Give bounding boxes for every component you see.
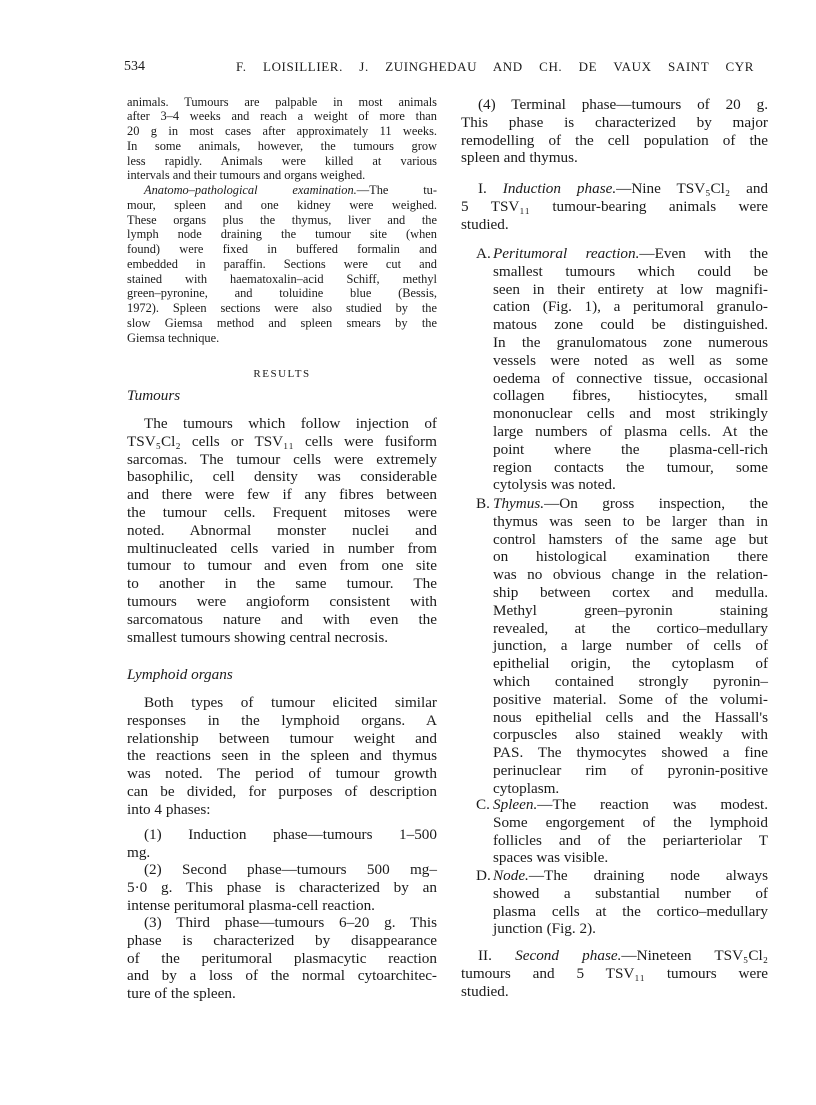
text-line: perinuclear rim of pyronin-positive (493, 761, 768, 779)
text-line: mononuclear cells and most strikingly (493, 405, 768, 423)
text-line: Both types of tumour elicited similar (144, 694, 437, 711)
text-line: TSV₅Cl₂ cells or TSV₁₁ cells were fusiform (127, 432, 437, 450)
text-line: follicles and of the periarteriolar T (493, 831, 768, 849)
spleen-item (461, 796, 768, 867)
italic-run: Second phase. (515, 947, 622, 964)
text-line: control hamsters of the same age but (493, 530, 768, 548)
text-line: multinucleated cells varied in number from (127, 539, 437, 557)
text-line: tumours and 5 TSV₁₁ tumours were (461, 964, 768, 982)
methods-paragraph-2 (127, 183, 437, 345)
text-line: studied. (461, 982, 509, 1000)
lymphoid-organs-heading: Lymphoid organs (127, 666, 233, 683)
text-line: cation (Fig. 1), a peritumoral granulo- (493, 298, 768, 316)
text-line: (3) Third phase—tumours 6–20 g. This (144, 914, 437, 931)
phase-2-item (127, 861, 437, 914)
text-line: studied. (461, 215, 509, 233)
peritumoral-reaction-item (461, 245, 768, 494)
text-line: of the peritumoral plasmacytic reaction (127, 949, 437, 967)
text-line: less rapidly. Animals were killed at various (127, 153, 437, 168)
text-line: to another in the same tumour. The (127, 575, 437, 593)
text-line: seen in their entirety at low magnifi- (493, 280, 768, 298)
text-line: embedded in paraffin. Sections were cut and (127, 256, 437, 271)
text-line: mg. (127, 843, 151, 861)
text-line: ship between cortex and medulla. (493, 583, 768, 601)
text-line: matous zone could be distinguished. (493, 316, 768, 334)
text-line: revealed, at the cortico–medullary (493, 619, 768, 637)
text-line: In some animals, however, the tumours grow (127, 138, 437, 153)
text-line: epithelial origin, the cytoplasm of (493, 655, 768, 673)
text-line: basophilic, cell density was considerable (127, 468, 437, 486)
text-line: mour, spleen and one kidney were weighed. (127, 197, 437, 212)
induction-phase-paragraph (461, 180, 768, 233)
text-line: cytoplasm. (493, 779, 560, 797)
text-line: point where the plasma-cell-rich (493, 440, 768, 458)
text-line: corpuscles also stained weakly with (493, 726, 768, 744)
italic-run: Spleen. (493, 796, 538, 813)
text-line: These organs plus the thymus, liver and the (127, 212, 437, 227)
text-line: (4) Terminal phase—tumours of 20 g. (478, 96, 768, 113)
text-line: intervals and their tumours and organs weighed. (127, 168, 366, 183)
phase-1-item (127, 826, 437, 862)
text-line: tumours were angioform consistent with (127, 592, 437, 610)
text-line: intense peritumoral plasma-cell reaction. (127, 896, 375, 914)
text-line: vessels were noted as well as some (493, 351, 768, 369)
text-line: Giemsa technique. (127, 330, 220, 345)
text-line: This phase is characterized by major (461, 113, 768, 131)
text-line: II. Second phase.—Nineteen TSV₅Cl₂ (478, 947, 768, 964)
text-line: positive material. Some of the volumi- (493, 690, 768, 708)
text-line: C. Spleen.—The reaction was modest. (476, 796, 768, 813)
text-line: sarcomas. The tumour cells were extremely (127, 450, 437, 468)
text-line: ture of the spleen. (127, 985, 236, 1003)
thymus-item (461, 495, 768, 798)
italic-run: Anatomo–pathological examination. (144, 183, 357, 198)
text-line: stained with haematoxalin–acid Schiff, methyl (127, 271, 437, 286)
text-line: region contacts the tumour, some (493, 458, 768, 476)
text-line: showed a substantial number of (493, 884, 768, 902)
text-line: smallest tumours which could be (493, 262, 768, 280)
text-line: tumour to tumour and even from one site (127, 557, 437, 575)
text-line: I. Induction phase.—Nine TSV₅Cl₂ and (478, 180, 769, 197)
text-line: spaces was visible. (493, 849, 609, 867)
italic-run: Thymus. (493, 495, 545, 512)
italic-run: Peritumoral reaction. (493, 245, 640, 262)
text-line: can be divided, for purposes of description (127, 782, 437, 800)
results-heading: RESULTS (253, 368, 311, 380)
text-line: spleen and thymus. (461, 149, 578, 167)
text-line: Anatomo–pathological examination.—The tu- (144, 183, 437, 198)
lymphoid-paragraph (127, 694, 437, 819)
text-line: Methyl green–pyronin staining (493, 601, 768, 619)
text-line: D. Node.—The draining node always (476, 867, 768, 884)
phase-3-item (127, 914, 437, 1003)
text-line: nous epithelial cells and the Hassall's (493, 708, 768, 726)
text-line: plasma cells at the cortico–medullary (493, 902, 768, 920)
text-line: phase is characterized by disappearance (127, 931, 437, 949)
item-label: D. (476, 867, 491, 884)
text-line: thymus was seen to be larger than in (493, 512, 768, 530)
text-line: after 3–4 weeks and reach a weight of more than (127, 109, 437, 124)
methods-paragraph-1 (127, 95, 437, 184)
text-line: (2) Second phase—tumours 500 mg– (144, 861, 437, 878)
text-line: junction, a large number of cells of (493, 637, 768, 655)
node-item (461, 867, 768, 938)
text-line: found) were fixed in buffered formalin and (127, 242, 437, 257)
page-number: 534 (124, 59, 145, 74)
text-line: The tumours which follow injection of (144, 415, 437, 432)
text-line: noted. Abnormal monster nuclei and (127, 521, 437, 539)
text-line: lymph node draining the tumour site (when (127, 227, 437, 242)
text-line: collagen fibres, histiocytes, small (493, 387, 768, 405)
text-line: slow Giemsa method and spleen smears by the (127, 315, 437, 330)
text-line: 20 g in most cases after approximately 11 weeks. (127, 124, 437, 139)
item-label: C. (476, 796, 490, 813)
text-line: B. Thymus.—On gross inspection, the (476, 495, 768, 512)
text-line: and there were few if any fibres between (127, 486, 437, 504)
text-line: oedema of connective tissue, occasional (493, 369, 768, 387)
text-line: responses in the lymphoid organs. A (127, 711, 437, 729)
text-line: the tumour cells. Frequent mitoses were (127, 503, 437, 521)
italic-run: Induction phase. (502, 180, 617, 197)
second-phase-paragraph (461, 947, 768, 1000)
text-line: which contained strongly pyronin– (493, 672, 768, 690)
text-line: into 4 phases: (127, 800, 211, 818)
italic-run: Node. (493, 867, 529, 884)
text-line: Some engorgement of the lymphoid (493, 813, 768, 831)
text-line: 5·0 g. This phase is characterized by an (127, 878, 437, 896)
text-line: PAS. The thymocytes showed a fine (493, 744, 768, 762)
text-line: 5 TSV₁₁ tumour-bearing animals were (461, 197, 768, 215)
phase-4-item (461, 96, 768, 167)
tumours-paragraph (127, 415, 437, 646)
text-line: In the granulomatous zone numerous (493, 333, 768, 351)
text-line: and by a loss of the normal cytoarchitec- (127, 967, 437, 985)
running-title: F. LOISILLIER. J. ZUINGHEDAU AND CH. DE VAUX SAINT CYR (236, 59, 754, 74)
text-line: animals. Tumours are palpable in most animals (127, 94, 437, 109)
text-line: was no obvious change in the relation- (493, 566, 768, 584)
text-line: was noted. The period of tumour growth (127, 765, 437, 783)
text-line: (1) Induction phase—tumours 1–500 (144, 826, 437, 843)
text-line: remodelling of the cell population of the (461, 131, 768, 149)
tumours-heading: Tumours (127, 387, 181, 404)
text-line: the reactions seen in the spleen and thymus (127, 747, 437, 765)
text-line: 1972). Spleen sections were also studied by the (127, 301, 437, 316)
text-line: sarcomatous nature and with even the (127, 610, 437, 628)
text-line: junction (Fig. 2). (493, 920, 596, 938)
text-line: smallest tumours showing central necrosis. (127, 628, 389, 646)
text-line: on histological examination there (493, 548, 768, 566)
text-line: A. Peritumoral reaction.—Even with the (476, 245, 769, 262)
text-line: green–pyronine, and toluidine blue (Bessis, (127, 286, 437, 301)
text-line: large numbers of plasma cells. At the (493, 422, 768, 440)
item-label: B. (476, 495, 490, 512)
text-line: relationship between tumour weight and (127, 729, 437, 747)
text-line: cytolysis was noted. (493, 476, 616, 494)
item-label: A. (476, 245, 491, 262)
